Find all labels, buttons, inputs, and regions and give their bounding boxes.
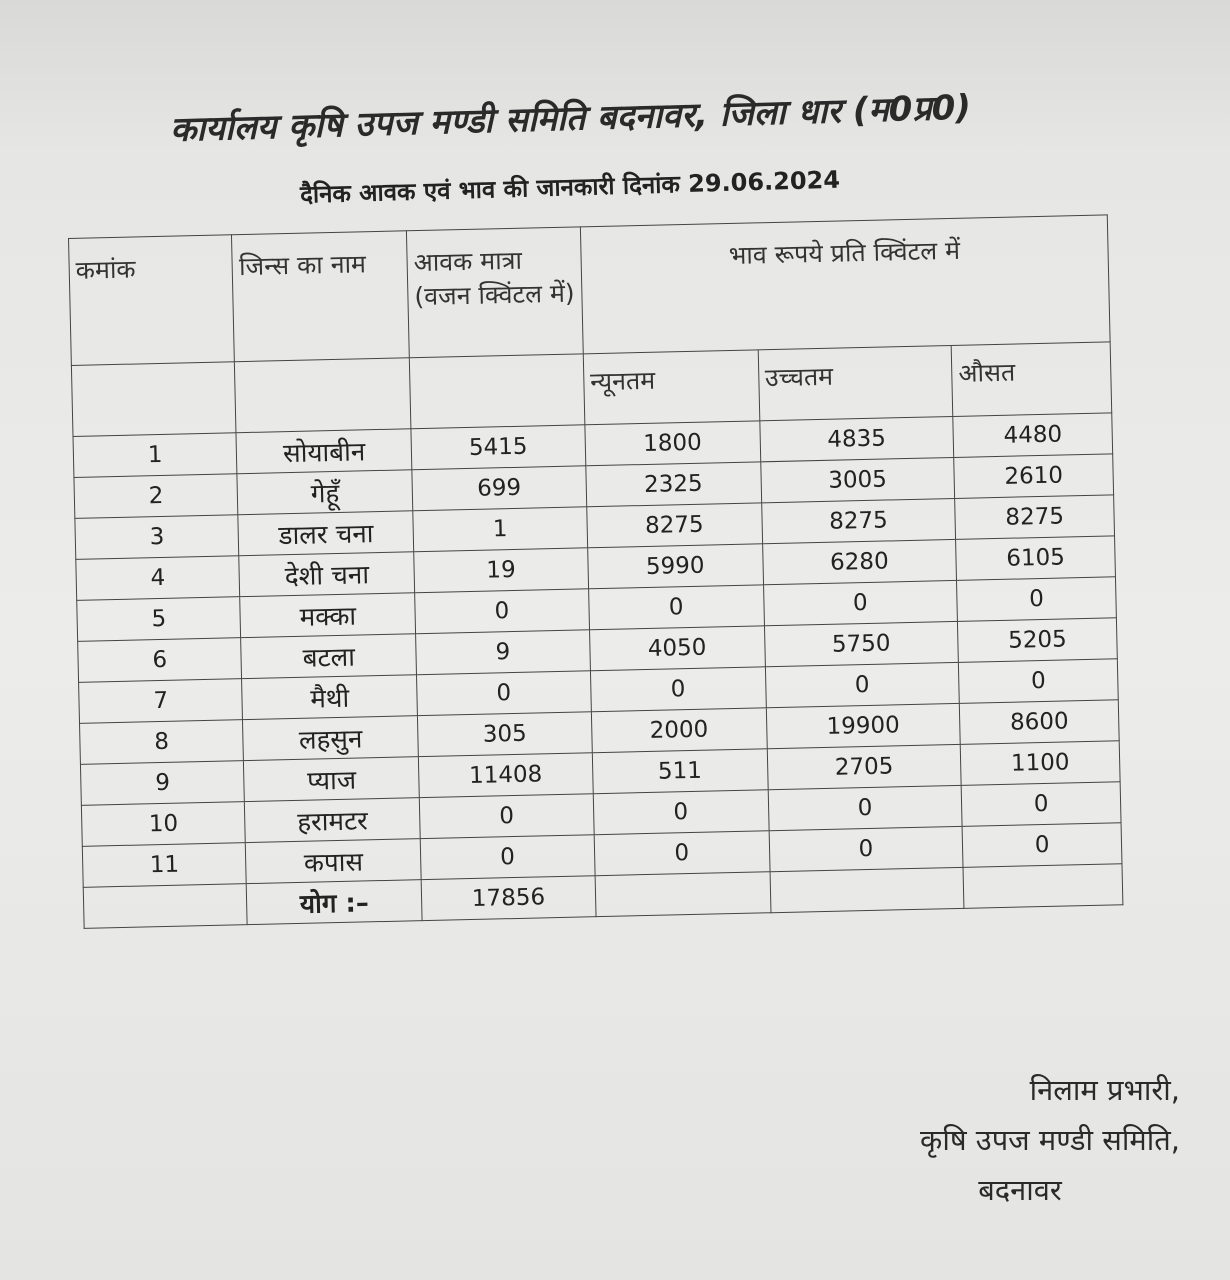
total-empty <box>963 864 1123 909</box>
row-min-price: 5990 <box>587 544 763 589</box>
row-arrival: 19 <box>414 548 589 593</box>
row-min-price: 0 <box>594 831 770 876</box>
report-title: दैनिक आवक एवं भाव की जानकारी दिनांक 29.06.2024 <box>299 165 841 209</box>
row-arrival: 0 <box>419 794 594 839</box>
row-arrival: 305 <box>417 712 592 757</box>
row-min-price: 8275 <box>586 503 762 548</box>
row-serial: 1 <box>73 433 237 478</box>
row-min-price: 0 <box>590 667 766 712</box>
row-min-price: 0 <box>588 585 764 630</box>
row-max-price: 4835 <box>759 416 954 461</box>
header-arrival: आवक मात्रा (वजन क्विंटल में) <box>406 227 583 358</box>
row-min-price: 4050 <box>589 626 765 671</box>
row-serial: 9 <box>80 761 244 806</box>
table-header-row <box>69 215 1111 366</box>
row-max-price: 19900 <box>766 703 961 748</box>
subheader-empty <box>409 354 584 429</box>
row-arrival: 0 <box>415 589 590 634</box>
header-avg: औसत <box>951 342 1111 417</box>
row-max-price: 0 <box>769 826 964 871</box>
row-commodity: सोयाबीन <box>236 429 411 474</box>
header-serial: कमांक <box>69 235 235 366</box>
row-max-price: 2705 <box>767 744 962 789</box>
row-max-price: 5750 <box>764 621 959 666</box>
row-commodity: लहसुन <box>243 716 418 761</box>
row-arrival: 1 <box>413 507 588 552</box>
price-table <box>68 214 1123 928</box>
row-commodity: बटला <box>241 634 416 679</box>
row-max-price: 0 <box>763 580 958 625</box>
row-min-price: 1800 <box>585 421 761 466</box>
row-min-price: 0 <box>593 790 769 835</box>
signature-line-3: बदनावर <box>978 1173 1062 1207</box>
row-min-price: 2000 <box>591 708 767 753</box>
row-avg-price: 2610 <box>954 454 1114 499</box>
row-serial: 2 <box>74 474 238 519</box>
row-avg-price: 1100 <box>960 741 1120 786</box>
row-max-price: 6280 <box>762 539 957 584</box>
row-commodity: हरामटर <box>245 798 420 843</box>
total-arrival: 17856 <box>421 876 596 921</box>
row-arrival: 5415 <box>411 425 586 470</box>
row-commodity: देशी चना <box>239 552 414 597</box>
row-commodity: प्याज <box>244 757 419 802</box>
row-avg-price: 0 <box>961 782 1121 827</box>
row-arrival: 9 <box>416 630 591 675</box>
row-min-price: 2325 <box>586 462 762 507</box>
row-max-price: 0 <box>765 662 960 707</box>
price-table-wrap <box>68 214 1123 928</box>
row-arrival: 699 <box>412 466 587 511</box>
row-min-price: 511 <box>592 749 768 794</box>
signature-line-2: कृषि उपज मण्डी समिति, <box>920 1123 1180 1157</box>
table-body <box>73 413 1122 887</box>
office-title: कार्यालय कृषि उपज मण्डी समिति बदनावर, जिला धार (म0प्र0) <box>169 87 972 150</box>
signature-block <box>820 1065 1180 1215</box>
row-avg-price: 0 <box>959 659 1119 704</box>
row-commodity: मक्का <box>240 593 415 638</box>
subheader-empty <box>71 362 236 437</box>
row-serial: 10 <box>81 802 245 847</box>
row-arrival: 0 <box>420 835 595 880</box>
row-arrival: 11408 <box>418 753 593 798</box>
header-price-group: भाव रूपये प्रति क्विंटल में <box>580 215 1110 354</box>
row-avg-price: 8275 <box>955 495 1115 540</box>
row-max-price: 3005 <box>760 457 955 502</box>
row-arrival: 0 <box>417 671 592 716</box>
signature-line-1: निलाम प्रभारी, <box>1029 1073 1180 1107</box>
row-serial: 7 <box>79 679 243 724</box>
row-commodity: गेहूँ <box>237 470 412 515</box>
header-commodity: जिन्स का नाम <box>232 231 409 362</box>
row-serial: 3 <box>75 515 239 560</box>
row-avg-price: 8600 <box>959 700 1119 745</box>
row-avg-price: 0 <box>957 577 1117 622</box>
row-serial: 4 <box>76 556 240 601</box>
row-avg-price: 4480 <box>953 413 1113 458</box>
row-avg-price: 5205 <box>958 618 1118 663</box>
row-serial: 5 <box>77 597 241 642</box>
row-avg-price: 0 <box>962 823 1122 868</box>
row-commodity: मैथी <box>242 675 417 720</box>
total-label: योग :– <box>247 880 422 925</box>
row-max-price: 8275 <box>761 498 956 543</box>
subheader-empty <box>235 358 411 433</box>
row-max-price: 0 <box>768 785 963 830</box>
row-commodity: डालर चना <box>238 511 413 556</box>
total-empty <box>770 867 965 912</box>
row-avg-price: 6105 <box>956 536 1116 581</box>
row-commodity: कपास <box>246 839 421 884</box>
row-serial: 8 <box>80 720 244 765</box>
total-empty <box>595 872 771 917</box>
total-empty <box>83 884 247 929</box>
header-max: उच्चतम <box>758 345 953 420</box>
header-min: न्यूनतम <box>583 350 759 425</box>
row-serial: 6 <box>78 638 242 683</box>
row-serial: 11 <box>82 843 246 888</box>
